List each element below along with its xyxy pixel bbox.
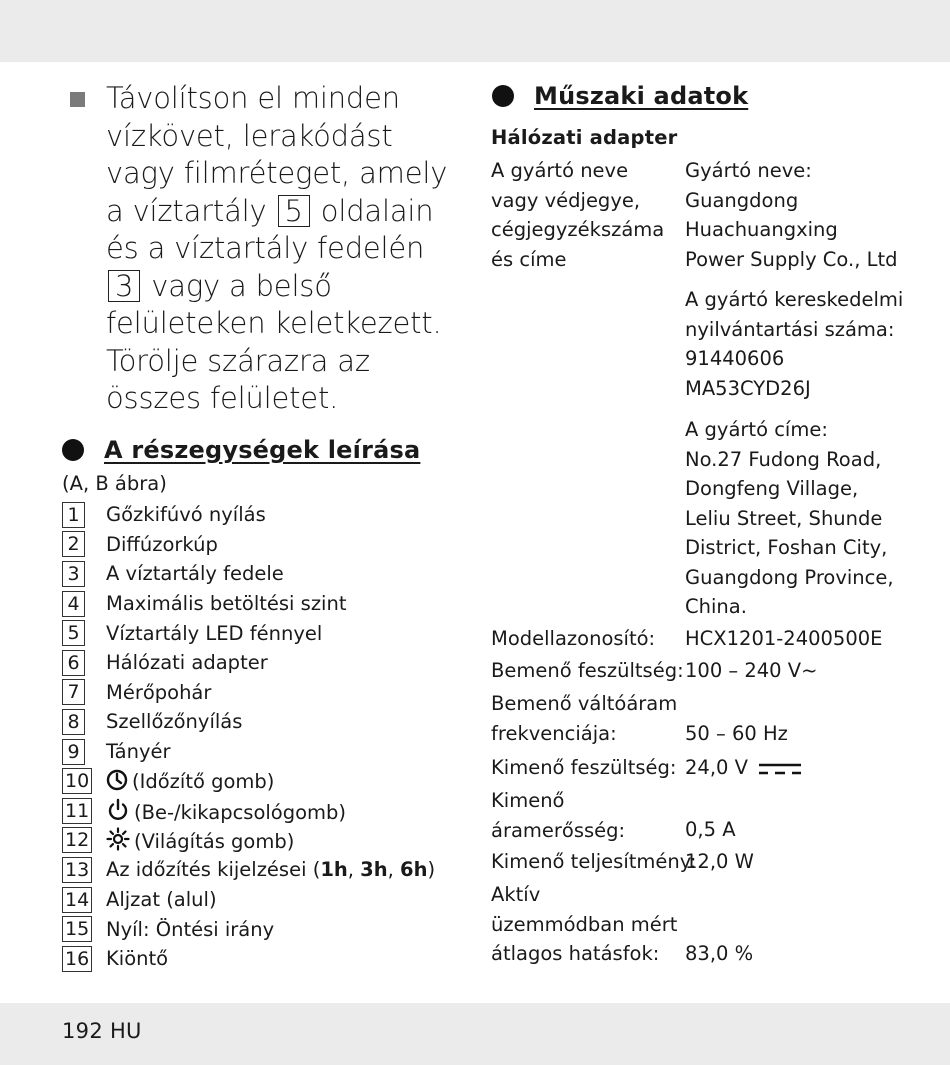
sun-icon (106, 827, 130, 851)
footer-band (0, 1003, 950, 1065)
list-item (62, 766, 275, 796)
spec-line: A gyártó címe: (685, 418, 828, 441)
spec-line: nyilvántartási száma: (685, 317, 895, 341)
output-voltage-label: Kimenő feszültség: (491, 756, 677, 779)
spec-line: A gyártó neve (491, 159, 629, 182)
manufacturer-address (685, 415, 894, 622)
part-number: 6 (62, 650, 85, 676)
spec-line: 91440606 (685, 347, 785, 370)
label-bold-1h: 1h (320, 858, 348, 882)
spec-line: vagy védjegye, (491, 188, 641, 212)
spec-line: üzemmódban mért (491, 912, 678, 936)
input-voltage-label: Bemenő feszültség: (491, 659, 684, 682)
spec-line: District, Foshan City, (685, 536, 888, 559)
clock-icon (106, 769, 128, 791)
part-label: Mérőpohár (106, 680, 212, 704)
list-item (62, 618, 323, 648)
parts-list (62, 500, 436, 974)
part-number: 8 (62, 709, 85, 735)
list-item (62, 707, 243, 737)
output-voltage-row (685, 753, 802, 783)
part-label: Kiöntő (106, 947, 169, 971)
input-frequency-label (491, 689, 677, 748)
spec-line: Gyártó neve: (685, 159, 812, 182)
list-item (62, 530, 218, 560)
spec-line: frekvenciája: (491, 721, 617, 745)
output-power-value: 12,0 W (685, 850, 754, 873)
part-label: (Be-/kikapcsológomb) (134, 800, 347, 824)
spec-line: Power Supply Co., Ltd (685, 247, 898, 271)
part-label: Tányér (106, 740, 171, 764)
part-label: Aljzat (alul) (106, 888, 217, 912)
label-separator: , (387, 858, 401, 882)
part-number: 1 (62, 502, 85, 528)
spec-line: China. (685, 595, 747, 618)
part-label: Szellőzőnyílás (106, 710, 243, 734)
list-item (62, 678, 212, 708)
list-item (62, 589, 347, 619)
specs-title: Műszaki adatok (534, 82, 749, 110)
input-voltage-value: 100 – 240 V~ (685, 659, 818, 682)
spec-line: áramerősség: (491, 818, 626, 842)
part-label: Maximális betöltési szint (106, 592, 347, 616)
list-item (62, 914, 275, 944)
part-label: Hálózati adapter (106, 651, 268, 675)
part-number: 12 (62, 827, 92, 853)
spec-line: cégjegyzékszáma (491, 218, 665, 241)
spec-line: átlagos hatásfok: (491, 942, 660, 965)
spec-line: MA53CYD26J (685, 376, 811, 400)
part-number: 4 (62, 591, 85, 617)
specs-subtitle: Hálózati adapter (491, 126, 678, 149)
list-item (62, 500, 266, 530)
parts-title: A részegységek leírása (104, 436, 421, 464)
part-label: Diffúzorkúp (106, 532, 218, 556)
manufacturer-registration (685, 285, 903, 403)
spec-line: Guangdong Province, (685, 565, 894, 589)
list-item (62, 826, 295, 856)
list-item (62, 737, 171, 767)
specs-section-heading (492, 82, 748, 110)
spec-line: Guangdong (685, 188, 799, 212)
label-text: Az időzítés kijelzései ( (106, 858, 321, 882)
part-number: 16 (62, 946, 92, 972)
list-item (62, 648, 268, 678)
power-icon (106, 798, 130, 822)
intro-line-2: oldalain és a víztartály fedelén (106, 193, 434, 265)
list-item (62, 559, 284, 589)
spec-line: No.27 Fudong Road, (685, 447, 882, 471)
part-label-with-icon (106, 769, 274, 793)
manufacturer-label (491, 156, 664, 274)
label-text: ) (427, 858, 436, 882)
spec-line: Aktív (491, 883, 541, 906)
list-item (62, 885, 217, 915)
label-bold-6h: 6h (400, 858, 428, 882)
manufacturer-name (685, 156, 898, 274)
part-label (106, 858, 435, 881)
parts-section-heading (62, 436, 420, 464)
part-label-with-icon (106, 798, 346, 824)
list-item (62, 796, 347, 826)
spec-line: A gyártó kereskedelmi (685, 288, 904, 311)
list-item (62, 855, 436, 885)
output-power-label: Kimenő teljesítmény: (491, 850, 697, 873)
part-number: 2 (62, 531, 85, 557)
ref-box-5: 5 (278, 195, 310, 227)
part-number: 3 (62, 561, 85, 587)
spec-line: Dongfeng Village, (685, 477, 859, 500)
part-number: 5 (62, 620, 85, 646)
part-number: 15 (62, 916, 92, 942)
output-voltage-value: 24,0 V (685, 756, 748, 779)
part-number: 9 (62, 739, 85, 765)
intro-text (106, 80, 466, 418)
spec-line: Huachuangxing (685, 218, 838, 241)
spec-line: Leliu Street, Shunde (685, 506, 883, 530)
page-number: 192 HU (62, 1019, 142, 1043)
part-number: 11 (62, 798, 92, 824)
part-label: Nyíl: Öntési irány (106, 917, 275, 941)
label-separator: , (347, 858, 361, 882)
intro-line-3: vagy a belső felületeken keletkezett. Törölje szárazra az összes felületet. (106, 268, 442, 415)
spec-line: és címe (491, 247, 567, 271)
part-label-with-icon (106, 827, 294, 853)
part-number: 14 (62, 887, 92, 913)
efficiency-label (491, 880, 677, 969)
output-current-value: 0,5 A (685, 818, 736, 841)
direct-current-icon (758, 762, 802, 776)
part-number: 10 (62, 768, 92, 794)
part-label: (Időzítő gomb) (132, 770, 275, 794)
bullet-dot-icon (62, 439, 84, 461)
input-frequency-value: 50 – 60 Hz (685, 722, 788, 745)
model-label: Modellazonosító: (491, 627, 656, 650)
label-bold-3h: 3h (360, 858, 388, 882)
part-label: Víztartály LED fénnyel (106, 621, 323, 645)
header-band (0, 0, 950, 62)
square-bullet-icon (70, 92, 85, 107)
model-value: HCX1201-2400500E (685, 627, 883, 650)
part-label: A víztartály fedele (106, 562, 284, 586)
spec-line: Kimenő (491, 789, 565, 812)
intro-line-1: Távolítson el minden vízkövet, lerakódást vagy filmréteget, amely a víztartály (106, 81, 448, 228)
list-item (62, 944, 169, 974)
part-number: 7 (62, 679, 85, 705)
figure-reference: (A, B ábra) (62, 472, 167, 495)
part-label: Gőzkifúvó nyílás (106, 503, 266, 527)
output-current-label (491, 786, 625, 845)
efficiency-value: 83,0 % (685, 942, 754, 965)
ref-box-3: 3 (108, 270, 140, 302)
part-label: (Világítás gomb) (134, 830, 295, 854)
spec-line: Bemenő váltóáram (491, 692, 678, 715)
part-number: 13 (62, 857, 92, 883)
bullet-dot-icon (492, 85, 514, 107)
